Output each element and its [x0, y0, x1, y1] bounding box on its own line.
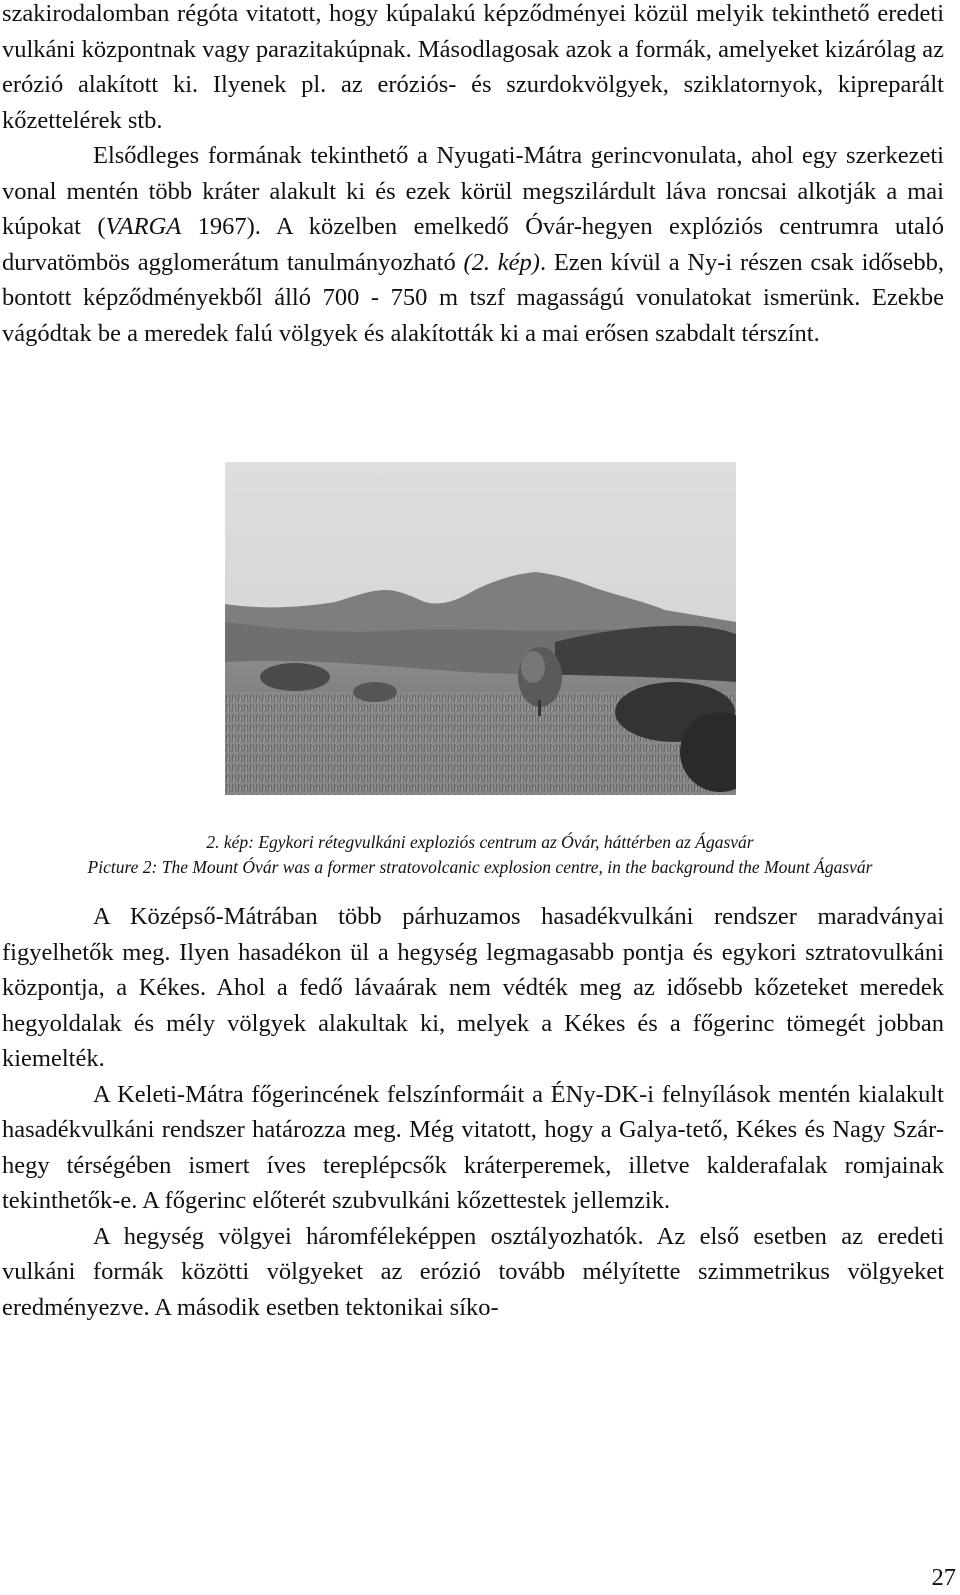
landscape-photo — [225, 462, 736, 795]
paragraph-2-part-c: . Ezen kívül a Ny-i részen csak idősebb, bontott képződményekből álló 700 - 750 m tszf magasságú vonulatokat ismerünk. Ezekbe vágódtak be a meredek falú völgyek és alakították ki a mai erősen szabdalt térszínt. — [2, 248, 944, 347]
paragraph-3: A Középső-Mátrában több párhuzamos hasadékvulkáni rendszer maradványai figyelhetők meg. Ilyen hasadékon ül a hegység legmagasabb pontja és egykori sztratovulkáni központja, a Kékes. Ahol a fedő lávaárak nem védték meg az idősebb kőzeteket meredek hegyoldalak és mély völgyek alakultak ki, melyek a Kékes és a főgerinc tömegét jobban kiemelték. — [2, 903, 944, 1072]
paragraph-2-part-b: 1967). A közelben emelkedő Óvár-hegyen explóziós centrumra utaló durvatömbös agglomerátum tanulmányozható — [2, 213, 944, 276]
paragraph-4: A Keleti-Mátra főgerincének felszínformáit a ÉNy-DK-i felnyílások mentén kialakult hasadékvulkáni rendszer határozza meg. Még vitatott, hogy a Galya-tető, Kékes és Nagy Szár-hegy térségében ismert íves tereplépcsők kráterperemek, illetve kalderafalak romjainak tekinthetők-e. A főgerinc előterét szubvulkáni kőzettestek jellemzik. — [2, 1080, 944, 1214]
top-text-block — [2, 0, 944, 351]
paragraph-2 — [2, 138, 944, 351]
paragraph-2-part-a: Elsődleges formának tekinthető a Nyugati-Mátra gerincvonulata, ahol egy szerkezeti vonal mentén több kráter alakult ki és ezek körül megszilárdult láva roncsai alkotják a mai kúpokat ( — [2, 142, 944, 240]
figure-caption-english: Picture 2: The Mount Óvár was a former stratovolcanic explosion centre, in the background the Mount Ágasvár — [87, 857, 873, 877]
citation-varga: VARGA — [105, 213, 182, 240]
figure-caption-hungarian: 2. kép: Egykori rétegvulkáni exploziós centrum az Óvár, háttérben az Ágasvár — [206, 832, 754, 852]
bottom-text-block — [2, 899, 944, 1325]
photo-illustration — [225, 462, 736, 795]
page-number: 27 — [931, 1564, 956, 1591]
figure-reference: (2. kép) — [463, 248, 540, 276]
paragraph-5: A hegység völgyei háromféleképpen osztályozhatók. Az első esetben az eredeti vulkáni formák közötti völgyeket az erózió tovább mélyítette szimmetrikus völgyeket eredményezve. A második esetben tektonikai síko- — [2, 1222, 944, 1321]
paragraph-1: szakirodalomban régóta vitatott, hogy kúpalakú képződményei közül melyik tekinthető eredeti vulkáni központnak vagy parazitakúpnak. Másodlagosak azok a formák, amelyeket kizárólag az erózió alakított ki. Ilyenek pl. az eróziós- és szurdokvölgyek, sziklatornyok, kipreparált kőzettelérek stb. — [2, 0, 944, 134]
